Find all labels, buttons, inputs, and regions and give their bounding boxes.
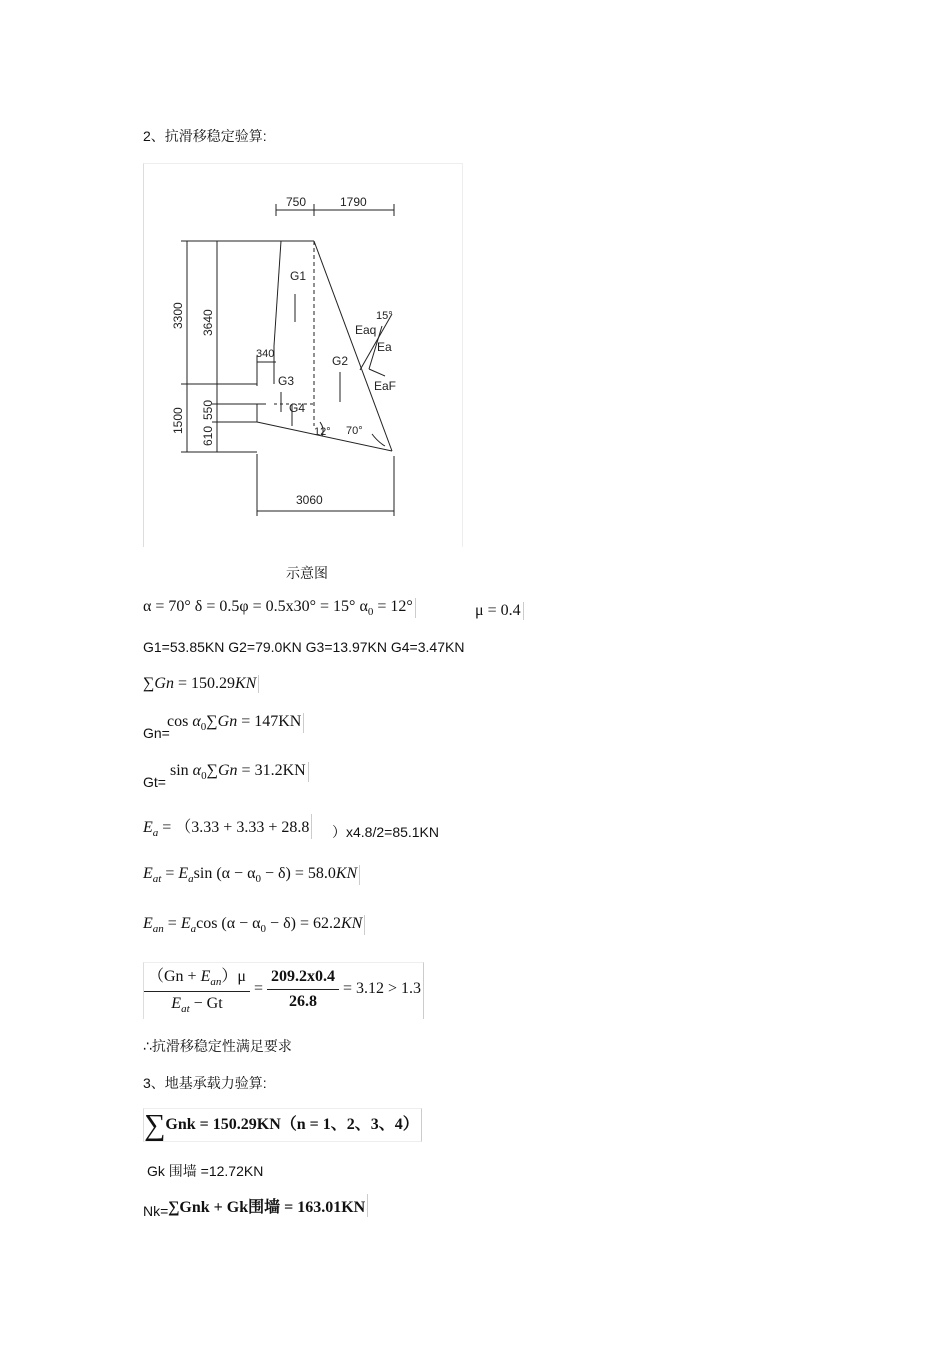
label-angle-70: 70° <box>346 425 363 437</box>
ean-formula: $E_{an} = E_a\cos$ $(\alpha - \alpha_0 - \delta) = 62.2KN$ <box>143 915 365 935</box>
gn-prefix: Gn= <box>143 725 170 741</box>
ea-formula: $E_a = (3.33 + 3.33 + 28.8$ <box>143 814 312 839</box>
g-values: G1=53.85KN G2=79.0KN G3=13.97KN G4=3.47KN <box>143 639 465 655</box>
gk-wall-text: Gk 围墙 =12.72KN <box>147 1163 264 1179</box>
gt-formula: $\sin \alpha_0\sum Gn = 31.2KN$ <box>170 762 309 782</box>
conclusion-text: ∴抗滑移稳定性满足要求 <box>143 1038 292 1054</box>
label-ea: Ea <box>377 340 392 354</box>
gn-formula: $\cos \alpha_0\sum Gn = 147KN$ <box>167 713 304 733</box>
gt-prefix: Gt= <box>143 774 166 790</box>
label-g1: G1 <box>290 269 307 283</box>
label-angle-15: 15° <box>376 310 393 322</box>
label-g3: G3 <box>278 374 295 388</box>
ratio-fraction-2: $\frac{209.2x0.4}{26.8}$ <box>267 968 339 1011</box>
retaining-wall-diagram <box>143 163 463 547</box>
dim-step-width: 340 <box>256 348 275 360</box>
nk-formula: ∑Gnk + Gk围墙 = 163.01KN <box>168 1194 368 1217</box>
label-angle-12: 12° <box>314 426 331 438</box>
figure-caption: 示意图 <box>286 565 328 581</box>
dim-top-left: 750 <box>286 195 307 209</box>
nk-prefix: Nk= <box>143 1203 169 1219</box>
dim-left-inner-low: 610 <box>201 425 215 446</box>
section-3-heading: 3、地基承载力验算: <box>143 1075 267 1091</box>
ratio-fraction-1: $\frac{(Gn + E_{an})\mu}{E_{at} - Gt}$ <box>144 963 250 1015</box>
dim-left-inner-upper: 3640 <box>201 309 215 336</box>
dim-top-right: 1790 <box>340 195 367 209</box>
mu-formula: μ = 0.4 <box>475 602 524 620</box>
eat-formula: $E_{at} = E_a\sin$ $(\alpha - \alpha_0 - \delta) = 58.0KN$ <box>143 865 360 885</box>
sum-gn-formula: ∑Gn = 150.29KN <box>143 675 259 693</box>
ea-result: ）x4.8/2=85.1KN <box>332 824 440 840</box>
sum-gnk-formula: ∑Gnk = 150.29KN（n = 1、2、3、4） <box>143 1108 422 1142</box>
section-2-heading: 2、抗滑移稳定验算: <box>143 128 267 144</box>
label-eaq: Eaq <box>355 323 377 337</box>
dim-left-outer-upper: 3300 <box>171 302 185 329</box>
label-g2: G2 <box>332 354 349 368</box>
dim-left-inner-mid: 550 <box>201 399 215 420</box>
retaining-wall-svg <box>144 164 462 547</box>
params-formula: α = 70° δ = 0.5φ = 0.5x30° = 15° $\alpha_0 = 12^\circ$ <box>143 598 416 618</box>
anti-slide-ratio-formula: $\frac{(Gn + E_{an})\mu}{E_{at} - Gt}$ = $\frac{209.2x0.4}{26.8}$ = 3.12 > 1.3 <box>143 962 424 1019</box>
dim-left-outer-lower: 1500 <box>171 407 185 434</box>
label-g4: G4 <box>289 401 306 415</box>
label-eaf: EaF <box>374 379 397 393</box>
dim-bottom: 3060 <box>296 493 323 507</box>
